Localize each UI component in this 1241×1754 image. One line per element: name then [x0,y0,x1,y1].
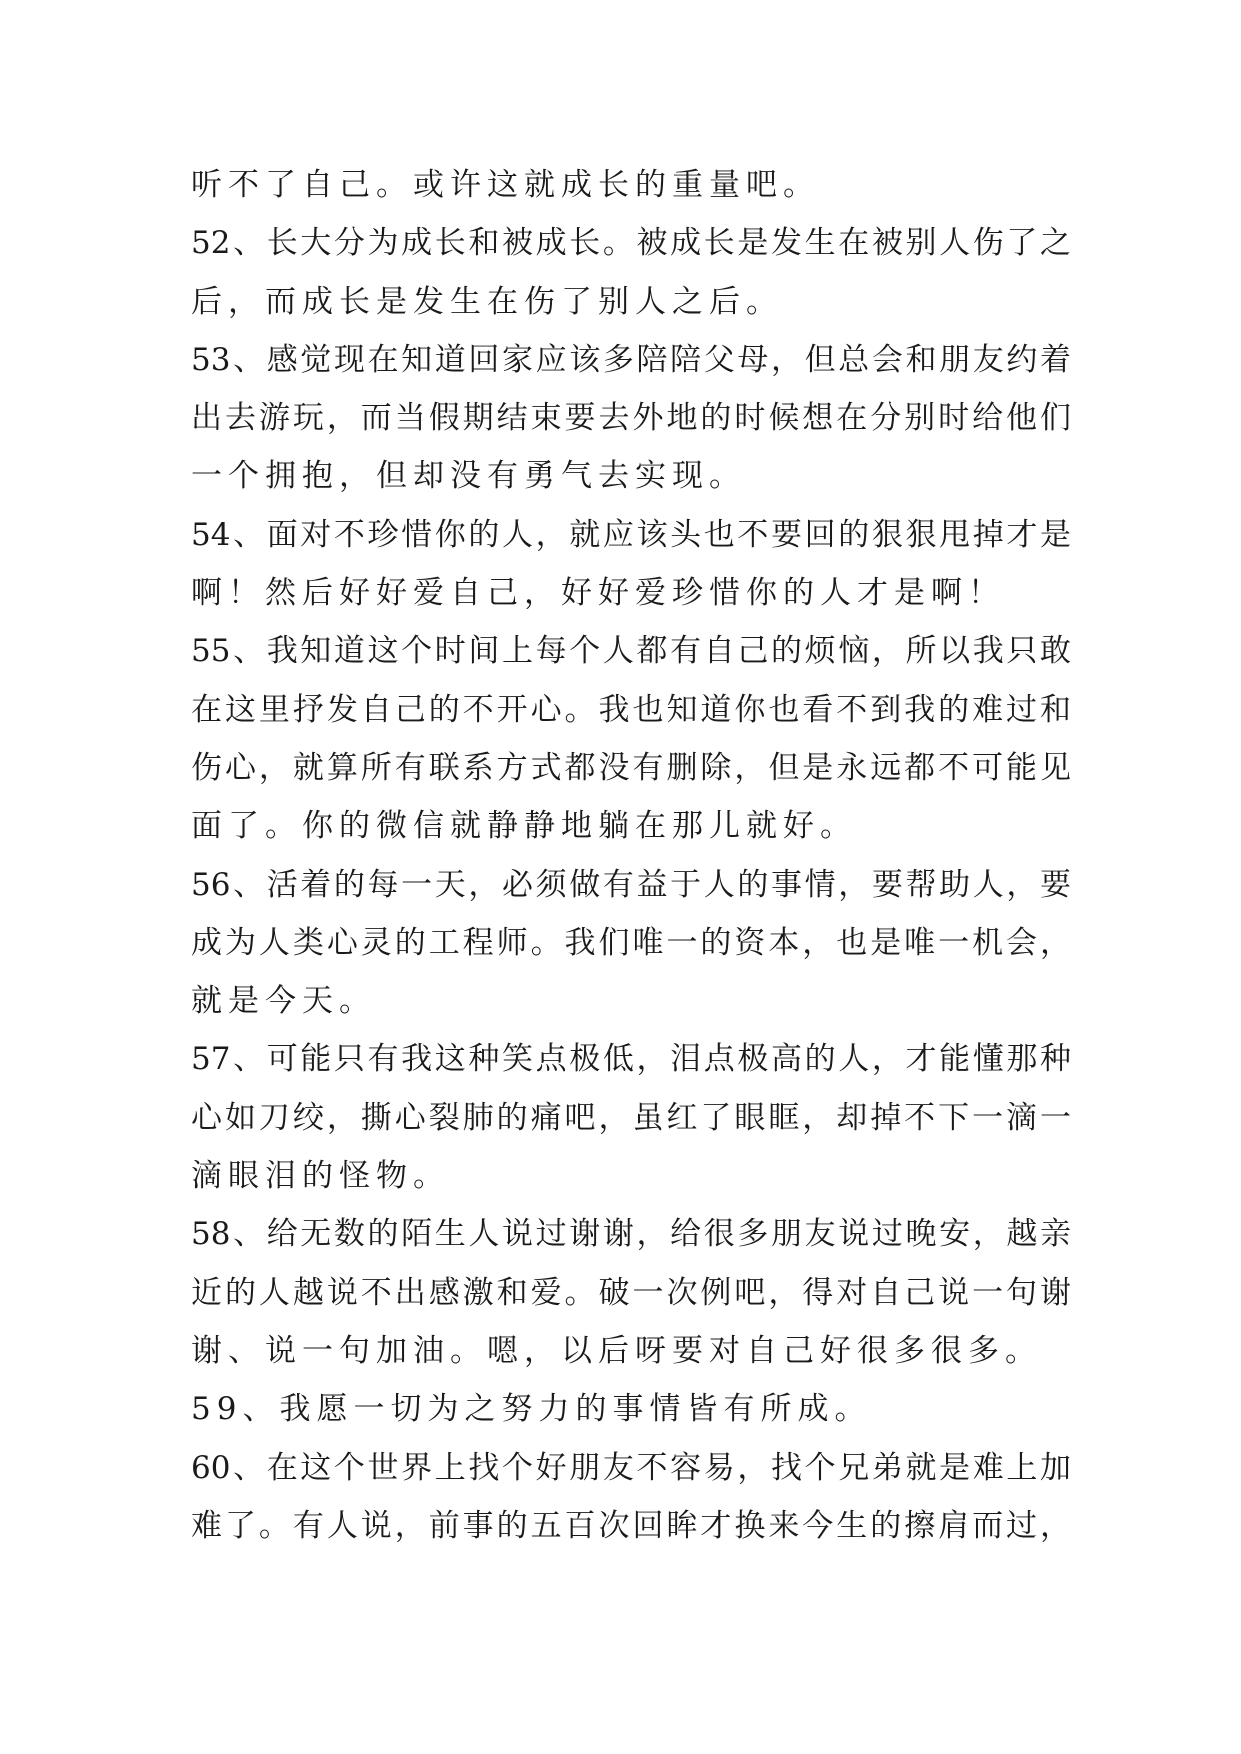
text-line: 心如刀绞，撕心裂肺的痛吧，虽红了眼眶，却掉不下一滴一 [191,1099,1071,1136]
text-line: 在这里抒发自己的不开心。我也知道你也看不到我的难过和 [191,691,1071,728]
text-line: 听不了自己。或许这就成长的重量吧。 [191,167,820,203]
text-line: 出去游玩，而当假期结束要去外地的时候想在分别时给他们 [191,400,1071,437]
text-line: 伤心，就算所有联系方式都没有删除，但是永远都不可能见 [191,749,1071,786]
text-line: 59、我愿一切为之努力的事情皆有所成。 [191,1391,872,1428]
text-line: 57、可能只有我这种笑点极低，泪点极高的人，才能懂那种 [191,1041,1071,1078]
text-line: 难了。有人说，前事的五百次回眸才换来今生的擦肩而过， [191,1507,1071,1544]
text-line: 滴眼泪的怪物。 [191,1158,450,1195]
text-line: 就是今天。 [191,983,376,1020]
text-line: 53、感觉现在知道回家应该多陪陪父母，但总会和朋友约着 [191,341,1071,378]
text-line: 56、活着的每一天，必须做有益于人的事情，要帮助人，要 [191,866,1071,903]
text-line: 一个拥抱，但却没有勇气去实现。 [191,458,746,495]
text-line: 近的人越说不出感激和爱。破一次例吧，得对自己说一句谢 [191,1274,1071,1311]
text-line: 52、长大分为成长和被成长。被成长是发生在被别人伤了之 [191,225,1071,262]
text-line: 谢、说一句加油。嗯，以后呀要对自己好很多很多。 [191,1332,1042,1369]
text-line: 成为人类心灵的工程师。我们唯一的资本，也是唯一机会， [191,924,1071,961]
text-line: 55、我知道这个时间上每个人都有自己的烦恼，所以我只敢 [191,633,1071,670]
text-line: 啊！然后好好爱自己，好好爱珍惜你的人才是啊！ [191,575,1005,612]
text-line: 60、在这个世界上找个好朋友不容易，找个兄弟就是难上加 [191,1449,1071,1486]
body-text [191,156,1071,1555]
text-line: 54、面对不珍惜你的人，就应该头也不要回的狠狠甩掉才是 [191,516,1071,553]
text-line: 58、给无数的陌生人说过谢谢，给很多朋友说过晚安，越亲 [191,1216,1071,1253]
text-line: 后，而成长是发生在伤了别人之后。 [191,283,783,320]
text-line: 面了。你的微信就静静地躺在那儿就好。 [191,808,857,845]
